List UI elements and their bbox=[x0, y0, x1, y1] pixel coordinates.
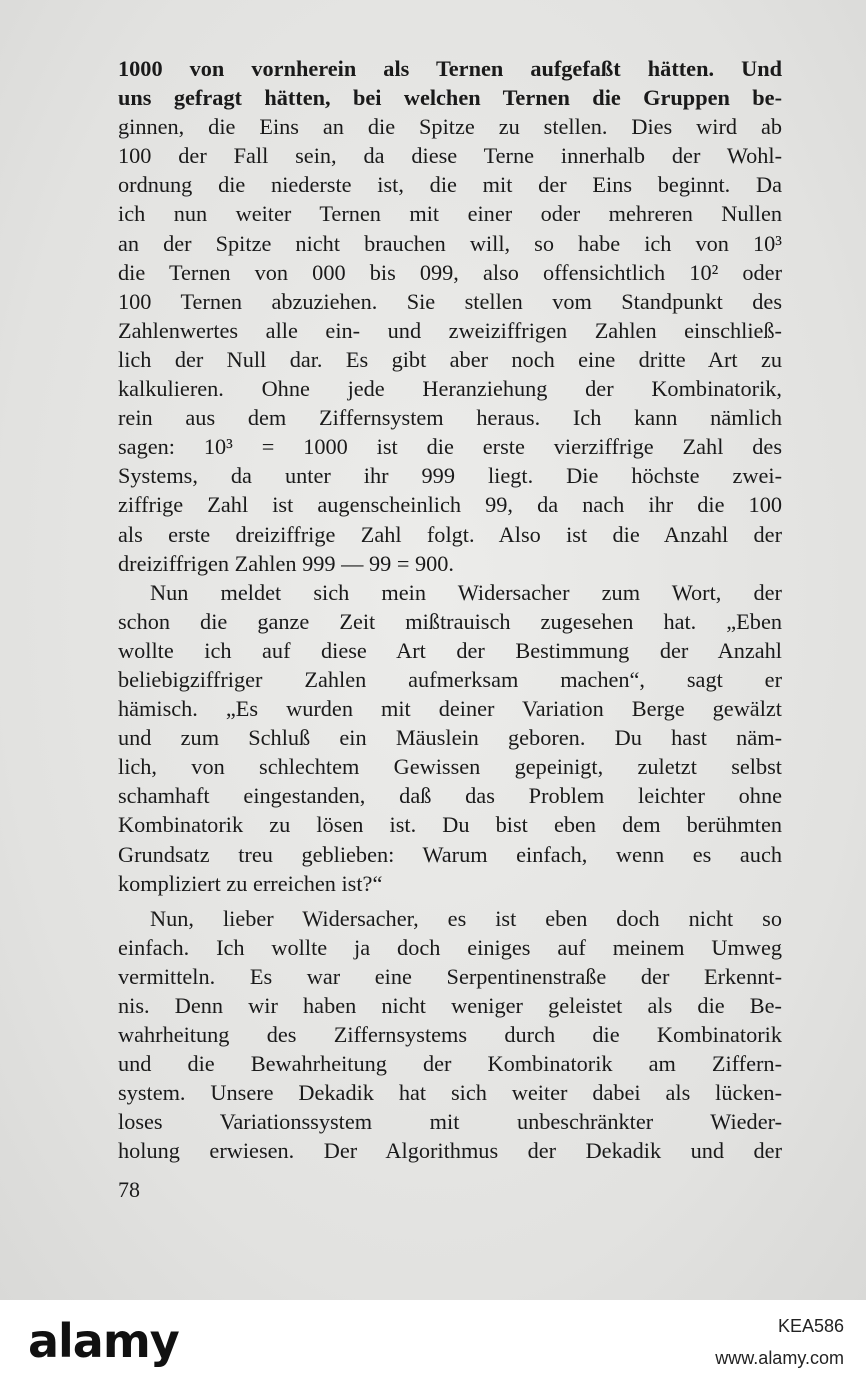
text-line: 100 der Fall sein, da diese Terne innerhalb der Wohl- bbox=[118, 143, 782, 169]
text-line: 1000 von vornherein als Ternen aufgefaßt hätten. Und bbox=[118, 56, 782, 81]
watermark-bar bbox=[0, 1300, 866, 1390]
text-line: Kombinatorik zu lösen ist. Du bist eben dem berühmten bbox=[118, 812, 782, 838]
text-line: und zum Schluß ein Mäuslein geboren. Du hast näm- bbox=[118, 725, 782, 751]
text-line: loses Variationssystem mit unbeschränkter Wieder- bbox=[118, 1109, 782, 1135]
text-line: vermitteln. Es war eine Serpentinenstraße der Erkennt- bbox=[118, 963, 782, 989]
text-line: Zahlenwertes alle ein- und zweiziffrigen Zahlen einschließ- bbox=[118, 317, 782, 343]
text-line: Systems, da unter ihr 999 liegt. Die höchste zwei- bbox=[118, 463, 782, 489]
text-line: hämisch. „Es wurden mit deiner Variation Berge gewälzt bbox=[118, 696, 782, 722]
text-line: lich der Null dar. Es gibt aber noch eine dritte Art zu bbox=[118, 346, 782, 372]
text-line: Nun, lieber Widersacher, es ist eben doch nicht so bbox=[150, 905, 782, 931]
watermark-url: www.alamy.com bbox=[715, 1348, 844, 1368]
text-line: ziffrige Zahl ist augenscheinlich 99, da nach ihr die 100 bbox=[118, 492, 782, 518]
text-line: dreiziffrigen Zahlen 999 — 99 = 900. bbox=[118, 550, 454, 576]
body-text bbox=[118, 54, 782, 1166]
text-line: und die Bewahrheitung der Kombinatorik am Ziffern- bbox=[118, 1051, 782, 1077]
text-line: holung erwiesen. Der Algorithmus der Dekadik und der bbox=[118, 1138, 782, 1164]
text-line: einfach. Ich wollte ja doch einiges auf meinem Umweg bbox=[118, 934, 782, 960]
text-line: Grundsatz treu geblieben: Warum einfach, wenn es auch bbox=[118, 841, 782, 867]
alamy-logo: alamy bbox=[28, 1314, 179, 1368]
text-line: beliebigziffriger Zahlen aufmerksam machen“, sagt er bbox=[118, 666, 782, 692]
text-line: 100 Ternen abzuziehen. Sie stellen vom Standpunkt des bbox=[118, 288, 782, 314]
text-line: system. Unsere Dekadik hat sich weiter dabei als lücken- bbox=[118, 1080, 782, 1106]
image-code: KEA586 bbox=[777, 1316, 844, 1336]
text-line: als erste dreiziffrige Zahl folgt. Also ist die Anzahl der bbox=[118, 521, 782, 547]
text-line: ginnen, die Eins an die Spitze zu stellen. Dies wird ab bbox=[118, 114, 782, 140]
page-number: 78 bbox=[118, 1177, 140, 1202]
text-line: Nun meldet sich mein Widersacher zum Wort, der bbox=[150, 579, 782, 605]
text-line: die Ternen von 000 bis 099, also offensichtlich 10² oder bbox=[118, 259, 782, 285]
text-line: schon die ganze Zeit mißtrauisch zugesehen hat. „Eben bbox=[118, 608, 782, 634]
text-line: schamhaft eingestanden, daß das Problem leichter ohne bbox=[118, 783, 782, 809]
text-line: rein aus dem Ziffernsystem heraus. Ich kann nämlich bbox=[118, 405, 782, 431]
text-line: nis. Denn wir haben nicht weniger geleistet als die Be- bbox=[118, 993, 782, 1018]
text-line: uns gefragt hätten, bei welchen Ternen die Gruppen be- bbox=[118, 85, 782, 111]
text-line: wahrheitung des Ziffernsystems durch die Kombinatorik bbox=[118, 1022, 782, 1048]
text-line: an der Spitze nicht brauchen will, so habe ich von 10³ bbox=[118, 230, 782, 256]
text-line: kalkulieren. Ohne jede Heranziehung der Kombinatorik, bbox=[118, 376, 782, 402]
text-line: ich nun weiter Ternen mit einer oder mehreren Nullen bbox=[118, 201, 782, 227]
text-line: ordnung die niederste ist, die mit der Eins beginnt. Da bbox=[118, 172, 782, 198]
text-line: wollte ich auf diese Art der Bestimmung der Anzahl bbox=[118, 637, 782, 663]
text-line: kompliziert zu erreichen ist?“ bbox=[118, 870, 383, 896]
text-line: sagen: 10³ = 1000 ist die erste vierziffrige Zahl des bbox=[118, 434, 782, 460]
text-line: lich, von schlechtem Gewissen gepeinigt, zuletzt selbst bbox=[118, 754, 782, 780]
